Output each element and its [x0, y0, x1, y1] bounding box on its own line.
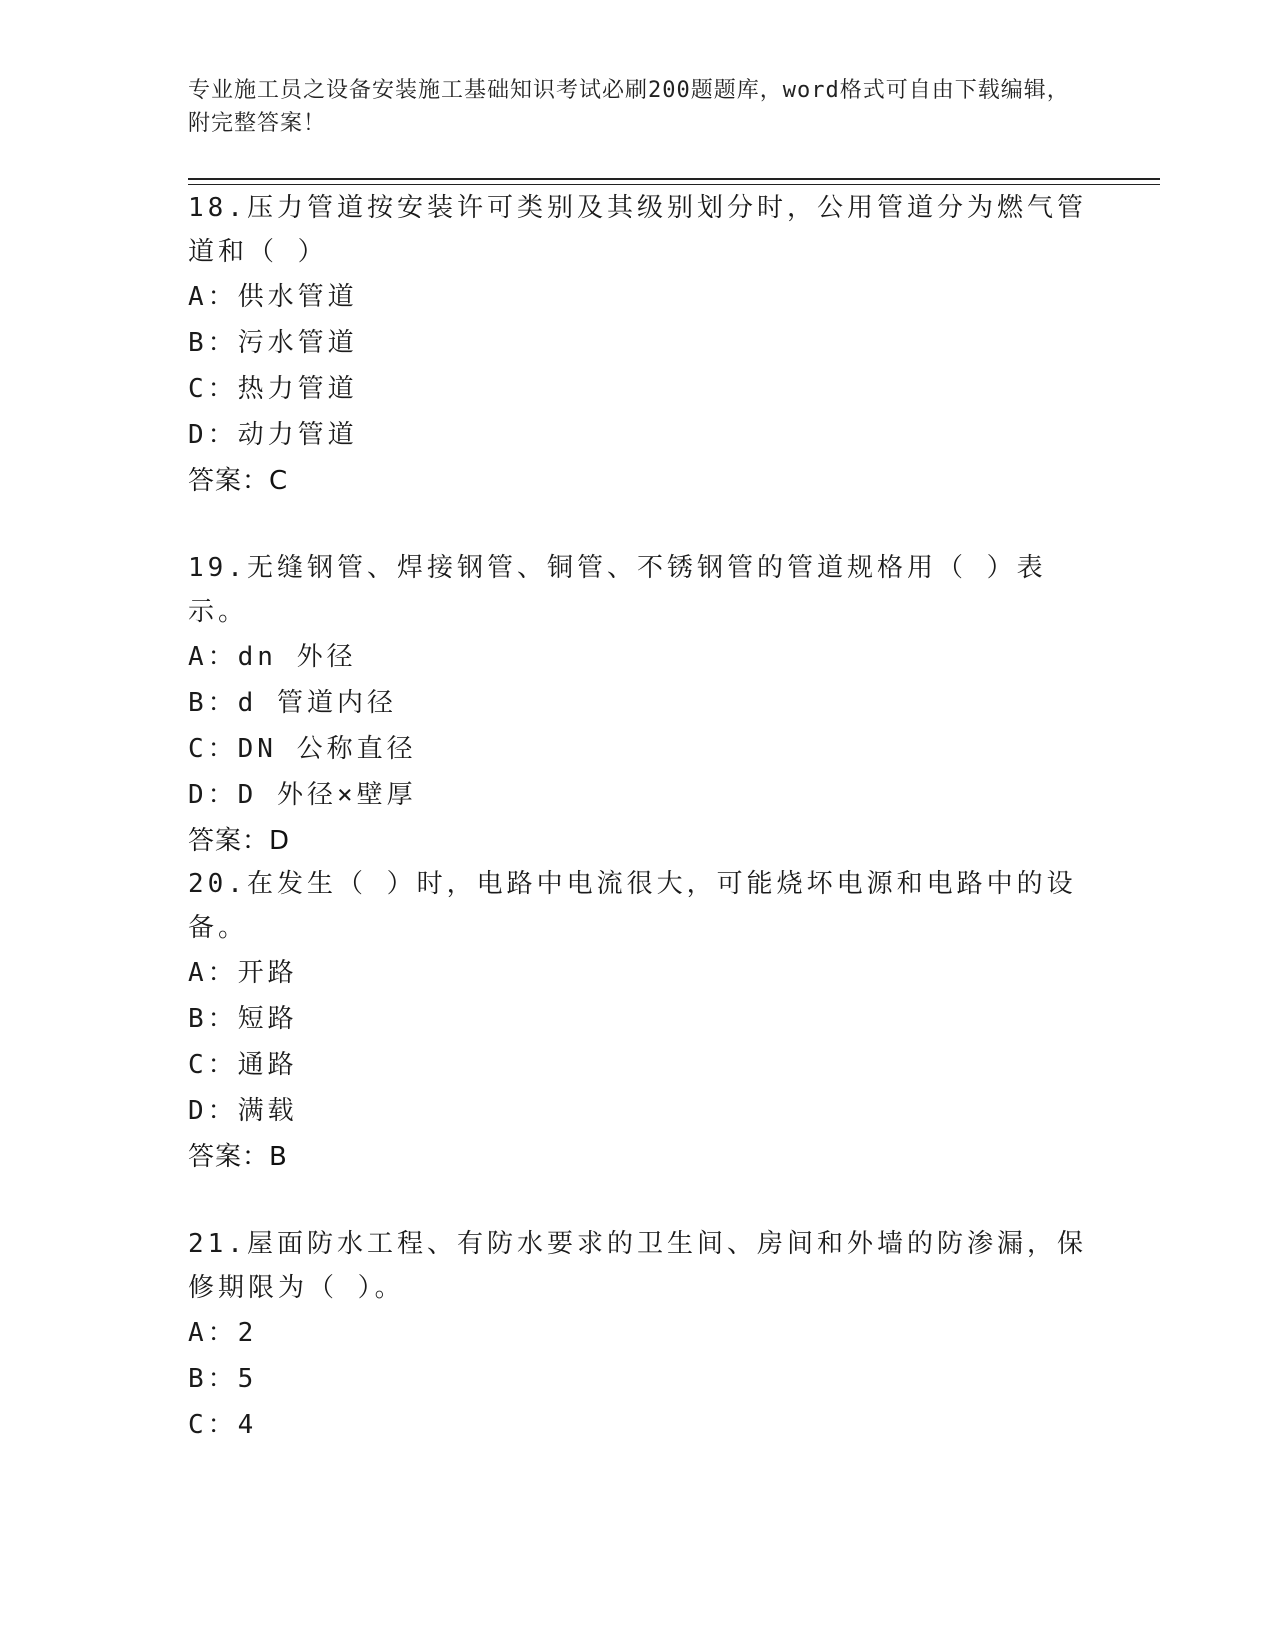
option-a: A：dn 外径 — [188, 642, 357, 672]
header-rule-thick — [188, 178, 1160, 180]
option-b: B：污水管道 — [188, 328, 358, 358]
option-d: D：D 外径×壁厚 — [188, 780, 417, 810]
option-a: A：开路 — [188, 958, 298, 988]
option-c: C：4 — [188, 1410, 258, 1440]
option-b: B：5 — [188, 1364, 258, 1394]
option-b: B：d 管道内径 — [188, 688, 397, 718]
question-stem: 21.屋面防水工程、有防水要求的卫生间、房间和外墙的防渗漏，保修期限为（ ）。 — [188, 1229, 1087, 1303]
answer: 答案：D — [188, 826, 291, 856]
question-18 — [188, 186, 1088, 504]
option-c: C：通路 — [188, 1050, 298, 1080]
question-stem: 18.压力管道按安装许可类别及其级别划分时，公用管道分为燃气管道和（ ） — [188, 193, 1087, 267]
question-stem: 20.在发生（ ）时，电路中电流很大，可能烧坏电源和电路中的设备。 — [188, 869, 1077, 943]
option-d: D：满载 — [188, 1096, 298, 1126]
question-21 — [188, 1222, 1088, 1448]
option-b: B：短路 — [188, 1004, 298, 1034]
answer: 答案：B — [188, 1142, 288, 1172]
option-c: C：热力管道 — [188, 374, 358, 404]
question-20 — [188, 862, 1088, 1180]
document-header: 专业施工员之设备安装施工基础知识考试必刷200题题库，word格式可自由下载编辑，附完整答案！ — [188, 78, 1070, 136]
option-a: A：2 — [188, 1318, 258, 1348]
question-19 — [188, 546, 1088, 864]
option-a: A：供水管道 — [188, 282, 358, 312]
header-rule-thin — [188, 184, 1160, 185]
option-c: C：DN 公称直径 — [188, 734, 417, 764]
question-stem: 19.无缝钢管、焊接钢管、铜管、不锈钢管的管道规格用（ ）表示。 — [188, 553, 1047, 627]
answer: 答案：C — [188, 466, 289, 496]
option-d: D：动力管道 — [188, 420, 358, 450]
